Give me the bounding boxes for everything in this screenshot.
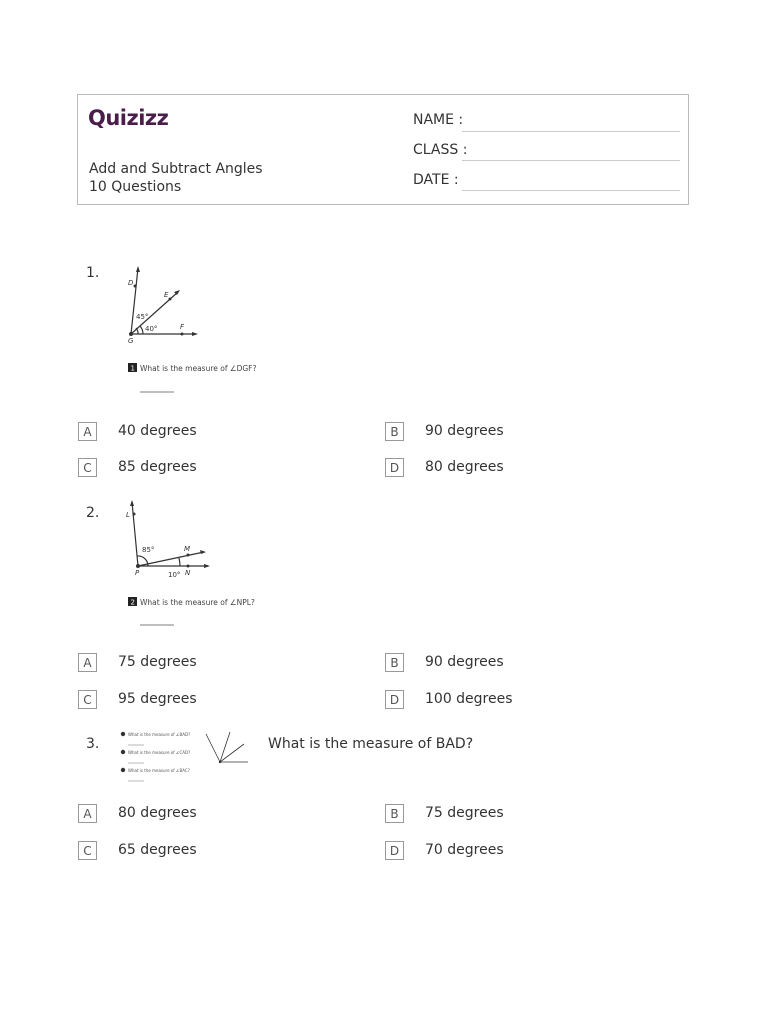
quizizz-logo-mark <box>88 105 168 131</box>
figure-prompt: What is the measure of ∠NPL? <box>140 598 255 607</box>
option-letter: A <box>78 653 97 672</box>
label-f: F <box>180 323 185 331</box>
figure-prompt: What is the measure of ∠BAD? <box>128 732 191 737</box>
label-g: G <box>128 337 134 345</box>
figure-prompt: What is the measure of ∠DGF? <box>140 364 257 373</box>
figure-prompt: What is the measure of ∠BAC? <box>128 768 190 773</box>
label-p: P <box>135 569 140 577</box>
angle-label: 40° <box>145 325 158 333</box>
label-l: L <box>126 511 130 519</box>
option-text: 75 degrees <box>425 805 504 821</box>
option-letter: B <box>385 422 404 441</box>
option-text: 100 degrees <box>425 691 513 707</box>
question-number: 1. <box>86 265 100 281</box>
question-number: 2. <box>86 505 100 521</box>
option-letter: B <box>385 804 404 823</box>
class-line[interactable] <box>462 160 680 161</box>
option-text: 85 degrees <box>118 459 197 475</box>
option-letter: C <box>78 458 97 477</box>
angle-label: 85° <box>142 546 155 554</box>
svg-text:Quizizz: Quizizz <box>88 106 168 130</box>
option-text: 70 degrees <box>425 842 504 858</box>
angle-label: 10° <box>168 571 181 579</box>
option-letter: A <box>78 804 97 823</box>
option-text: 90 degrees <box>425 654 504 670</box>
question-number: 3. <box>86 736 100 752</box>
question-badge-number: 1 <box>130 364 135 373</box>
option-letter: C <box>78 690 97 709</box>
date-line[interactable] <box>462 190 680 191</box>
option-letter: D <box>385 458 404 477</box>
label-d: D <box>128 279 134 287</box>
worksheet-header <box>77 94 689 205</box>
quizizz-logo <box>88 105 168 131</box>
option-letter: D <box>385 690 404 709</box>
option-text: 75 degrees <box>118 654 197 670</box>
worksheet-title: Add and Subtract Angles <box>89 161 263 177</box>
option-letter: A <box>78 422 97 441</box>
option-text: 65 degrees <box>118 842 197 858</box>
question-2-figure <box>118 498 268 633</box>
figure-prompt: What is the measure of ∠CAD? <box>128 750 191 755</box>
option-text: 80 degrees <box>425 459 504 475</box>
name-line[interactable] <box>462 131 680 132</box>
name-label: NAME : <box>413 112 464 128</box>
option-letter: D <box>385 841 404 860</box>
question-text: What is the measure of BAD? <box>268 736 474 752</box>
option-letter: C <box>78 841 97 860</box>
class-label: CLASS : <box>413 142 468 158</box>
question-count: 10 Questions <box>89 179 182 195</box>
date-label: DATE : <box>413 172 459 188</box>
label-n: N <box>185 569 191 577</box>
option-text: 95 degrees <box>118 691 197 707</box>
option-text: 40 degrees <box>118 423 197 439</box>
option-letter: B <box>385 653 404 672</box>
label-m: M <box>184 545 191 553</box>
label-e: E <box>164 291 169 299</box>
option-text: 80 degrees <box>118 805 197 821</box>
angle-label: 45° <box>136 313 149 321</box>
option-text: 90 degrees <box>425 423 504 439</box>
question-1-figure <box>118 262 258 402</box>
question-badge-number: 2 <box>130 598 135 607</box>
question-3-figure <box>118 728 258 784</box>
